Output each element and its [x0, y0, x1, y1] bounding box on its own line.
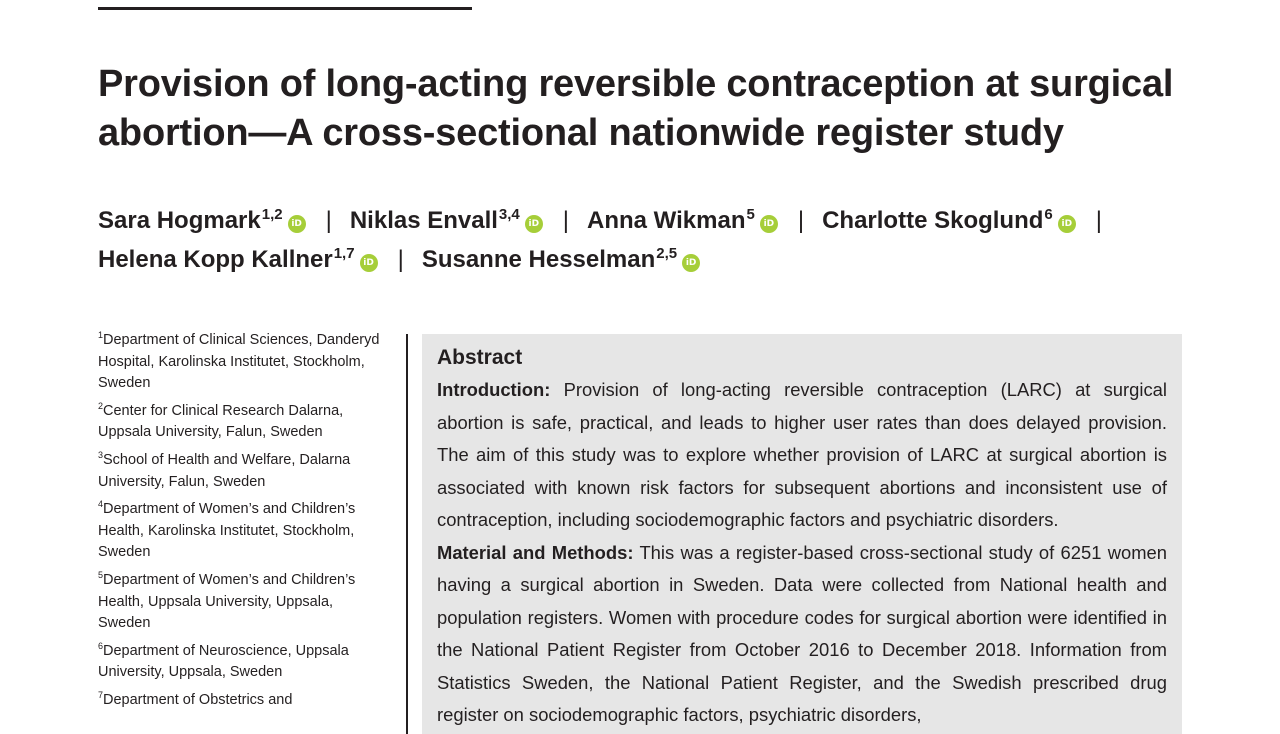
- affiliation: [98, 450, 388, 493]
- author-affiliation-number: 2,5: [656, 245, 678, 262]
- affiliation-number: 1: [98, 330, 104, 340]
- affiliation-number: 3: [98, 449, 104, 460]
- affiliation-text: Department of Obstetrics and: [103, 691, 293, 708]
- affiliation-text: Department of Clinical Sciences, Danderyd Hospital, Karolinska Institutet, Stockholm, Sweden: [98, 332, 380, 392]
- affiliation-text: Department of Neuroscience, Uppsala University, Uppsala, Sweden: [98, 642, 349, 681]
- affiliation-text: Center for Clinical Research Dalarna, Uppsala University, Falun, Sweden: [98, 402, 344, 441]
- article-title: Provision of long-acting reversible contraception at surgical abortion—A cross-sectional nationwide register study: [98, 63, 1174, 154]
- affiliation: [98, 570, 388, 635]
- orcid-icon[interactable]: iD: [525, 215, 543, 233]
- abstract-section-label: Material and Methods:: [437, 541, 634, 563]
- author-affiliation-number: 1,2: [261, 206, 283, 223]
- affiliation-number: 5: [98, 569, 104, 580]
- abstract-section-text: Provision of long-acting reversible contraception (LARC) at surgical abortion is safe, practical, and leads to higher user rates than does delayed provision. The aim of this study was to explore whether provision of LARC at surgical abortion is associated with known risk factors for subsequent abortions and inconsistent use of contraception, including sociodemographic factors and psychiatric disorders.: [437, 379, 1167, 530]
- affiliation-number: 6: [98, 640, 104, 651]
- orcid-icon[interactable]: iD: [682, 254, 700, 272]
- author-separator: |: [562, 207, 570, 234]
- author-name[interactable]: Charlotte Skoglund: [822, 207, 1044, 234]
- author: [98, 207, 306, 234]
- affiliation-text: Department of Women’s and Children’s Health, Uppsala University, Uppsala, Sweden: [98, 571, 356, 632]
- author-separator: |: [1095, 207, 1102, 234]
- affiliation-text: School of Health and Welfare, Dalarna University, Falun, Sweden: [98, 451, 351, 490]
- author: [822, 207, 1076, 234]
- affiliation: [98, 401, 388, 444]
- abstract-section-text: This was a register-based cross-sectional study of 6251 women having a surgical abortion in Sweden. Data were collected from National health and population registers. Women with procedure codes for surgical abortion were identified in the National Patient Register from October 2016 to December 2018. Information from Statistics Sweden, the National Patient Register, and the Swedish prescribed drug register on sociodemographic factors, psychiatric disorders,: [437, 541, 1167, 725]
- author-name[interactable]: Helena Kopp Kallner: [98, 246, 333, 273]
- author-affiliation-number: 1,7: [333, 245, 355, 262]
- affiliation: [98, 499, 388, 564]
- orcid-icon[interactable]: iD: [1058, 215, 1076, 233]
- author-affiliation-number: 3,4: [498, 206, 520, 223]
- author-name[interactable]: Niklas Envall: [349, 207, 498, 234]
- author-affiliation-number: 5: [746, 206, 755, 223]
- affiliation: [98, 641, 388, 684]
- abstract-heading: Abstract: [437, 346, 523, 369]
- author-separator: |: [397, 246, 404, 273]
- affiliation-text: Department of Women’s and Children’s Health, Karolinska Institutet, Stockholm, Sweden: [98, 501, 356, 561]
- author-affiliation-number: 6: [1044, 206, 1053, 223]
- orcid-icon[interactable]: iD: [360, 254, 378, 272]
- affiliation-number: 2: [98, 400, 104, 411]
- author-name[interactable]: Sara Hogmark: [98, 207, 261, 234]
- affiliation: [98, 330, 388, 395]
- author-separator: |: [325, 207, 332, 234]
- affiliation: [98, 690, 388, 712]
- abstract-methods: [437, 537, 1167, 732]
- author-name[interactable]: Susanne Hesselman: [421, 246, 656, 273]
- orcid-icon[interactable]: iD: [760, 215, 778, 233]
- abstract-section-label: Introduction:: [437, 379, 551, 400]
- affiliation-number: 4: [98, 499, 104, 510]
- top-rule: [98, 7, 472, 10]
- column-divider: [406, 334, 408, 734]
- abstract-introduction: [437, 374, 1167, 537]
- abstract-box: [422, 334, 1182, 734]
- affiliation-list: [98, 330, 388, 718]
- author: [350, 207, 543, 234]
- author-separator: |: [797, 207, 805, 234]
- author: [422, 246, 700, 273]
- affiliation-number: 7: [98, 689, 104, 700]
- author: [587, 207, 778, 234]
- author: [98, 246, 378, 273]
- author-list: [98, 201, 1218, 279]
- orcid-icon[interactable]: iD: [288, 215, 306, 233]
- abstract-content: [437, 342, 1167, 732]
- author-name[interactable]: Anna Wikman: [587, 207, 746, 234]
